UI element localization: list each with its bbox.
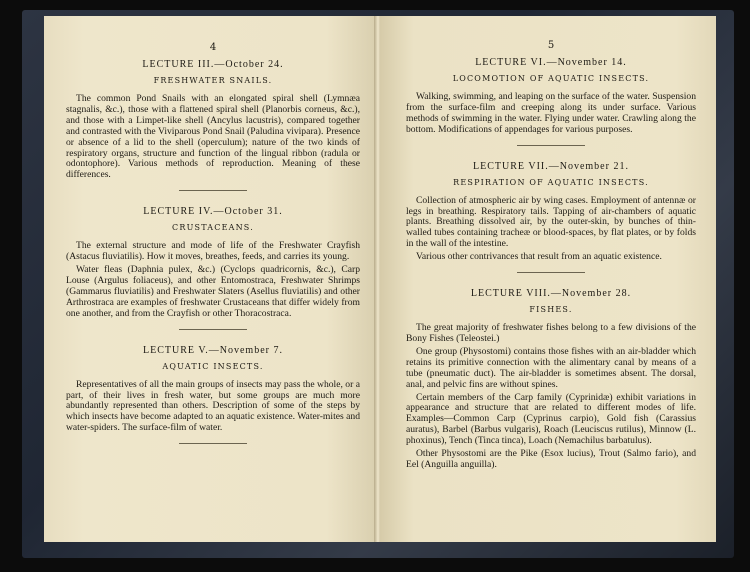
lecture-3-title: LECTURE III.—October 24. xyxy=(142,59,284,70)
lecture-7-subtitle: RESPIRATION OF AQUATIC INSECTS. xyxy=(453,177,649,187)
right-page xyxy=(380,16,716,542)
section-divider xyxy=(179,443,247,444)
lecture-4-text-2: Water fleas (Daphnia pulex, &c.) (Cyclops quadricornis, &c.), Carp Louse (Argulus foliaceus), and other Entomostraca, Freshwater Shrimps (Gammarus fluviatilis) and Freshwater Slaters (Asellus fluviatilis) and other Arthrostraca are examples of freshwater Crustaceans that differ widely from one another, and from the Crayfish or other Thoracostraca. xyxy=(66,264,360,319)
lecture-8-text-3: Certain members of the Carp family (Cyprinidæ) exhibit variations in appearance and structure that are related to different modes of life. Examples—Common Carp (Cyprinus carpio), Gold fish (Carassius auratus), Barbel (Barbus vulgaris), Roach (Leuciscus rutilus), Minnow (L. phoxinus), Tench (Tinca tinca), Loach (Nemachilus barbatulus). xyxy=(406,391,696,447)
page-number-right: 5 xyxy=(547,40,555,51)
lecture-8-text-1: The great majority of freshwater fishes belong to a few divisions of the Bony Fishes (Teleostei.) xyxy=(406,322,696,344)
lecture-4-subtitle: CRUSTACEANS. xyxy=(172,223,254,233)
lecture-8-text-4: Other Physostomi are the Pike (Esox lucius), Trout (Salmo fario), and Eel (Anguilla anguilla). xyxy=(406,448,696,470)
lecture-6-text: Walking, swimming, and leaping on the surface of the water. Suspension from the surface-film and creeping along its under surface. Various methods of swimming in the water. Flying under water. Crawling along the bottom. Modifications of appendages for various purposes. xyxy=(406,91,696,135)
lecture-7-text-1: Collection of atmospheric air by wing cases. Employment of antennæ or legs in breathing. Respiratory tails. Tapping of air-chambers of aquatic plants. Breathing dissolved air, by the outer-skin, by bunches of thin-walled tubes containing tracheæ or blood-spaces, by flat plates, or by folds in the wall of the intestine. xyxy=(406,194,696,250)
section-divider xyxy=(179,329,247,330)
lecture-6-subtitle: LOCOMOTION OF AQUATIC INSECTS. xyxy=(452,74,650,83)
lecture-8-title: LECTURE VIII.—November 28. xyxy=(470,288,632,300)
left-page xyxy=(44,16,376,542)
lecture-5-text: Representatives of all the main groups of insects may pass the whole, or a part, of their lives in fresh water, but some groups are much more abundantly represented than others. Description of some of the steps by which insects have become adapted to an aquatic existence. Water-mites and water-spiders. The surface-film of water. xyxy=(66,378,360,434)
lecture-3-subtitle: FRESHWATER SNAILS. xyxy=(153,76,273,85)
lecture-7-title: LECTURE VII.—November 21. xyxy=(473,160,629,172)
page-number-left: 4 xyxy=(209,42,217,53)
section-divider xyxy=(179,190,247,191)
lecture-8-subtitle: FISHES. xyxy=(529,305,573,315)
lecture-5-title: LECTURE V.—November 7. xyxy=(143,344,283,356)
lecture-5-subtitle: AQUATIC INSECTS. xyxy=(162,361,264,371)
lecture-6-title: LECTURE VI.—November 14. xyxy=(475,57,627,68)
lecture-3-text: The common Pond Snails with an elongated spiral shell (Lymnæa stagnalis, &c.), those with a flattened spiral shell (Planorbis corneus, &c.), and those with a Limpet-like shell (Ancylus lacustris), compared together and contrasted with the Viviparous Pond Snail (Paludina vivipara). Presence or absence of a lid to the shell (operculum); nature of the two kinds of respiratory organs, structure and function of the lingual ribbon (radula or odontophore). Various methods of reproduction. Meaning of these differences. xyxy=(66,93,360,181)
lecture-7-text-2: Various other contrivances that result from an aquatic existence. xyxy=(416,251,662,263)
section-divider xyxy=(517,272,585,273)
lecture-4-text-1: The external structure and mode of life of the Freshwater Crayfish (Astacus fluviatilis). How it moves, breathes, feeds, and carries its young. xyxy=(66,240,360,263)
section-divider xyxy=(517,145,585,146)
lecture-8-text-2: One group (Physostomi) contains those fishes with an air-bladder which retains its primitive connection with the alimentary canal by means of a tube (pneumatic duct). The air-bladder is sometimes absent. The dorsal, anal, and pelvic fins are without spines. xyxy=(406,345,696,390)
lecture-4-title: LECTURE IV.—October 31. xyxy=(143,206,283,218)
